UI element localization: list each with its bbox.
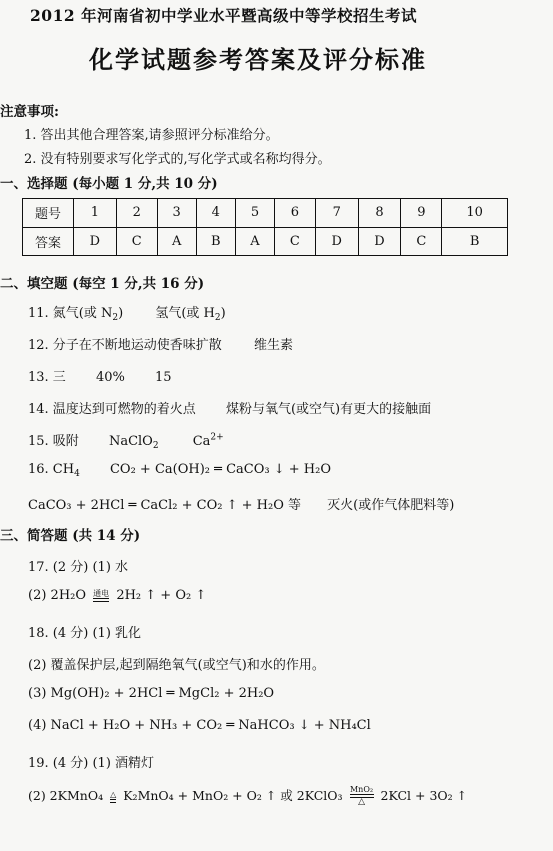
answer-17-2 — [28, 588, 206, 603]
note-item-2: 2. 没有特别要求写化学式的,写化学式或名称均得分。 — [24, 152, 331, 167]
answer-14-b: 煤粉与氧气(或空气)有更大的接触面 — [225, 402, 432, 417]
heat-symbol: △ — [110, 789, 117, 799]
answer-17-1: 17. (2 分) (1) 水 — [28, 560, 129, 575]
table-cell: C — [401, 227, 442, 256]
table-cell: 9 — [401, 199, 442, 228]
answer-17-2-left: (2) 2H₂O — [28, 588, 87, 603]
superscript: 2+ — [210, 432, 224, 443]
answer-16-equation-2: CaCO₃ + 2HCl ═ CaCl₂ + CO₂ ↑ + H₂O 等 — [28, 498, 301, 513]
note-item-1: 1. 答出其他合理答案,请参照评分标准给分。 — [24, 128, 279, 143]
answer-12-a: 12. 分子在不断地运动使香味扩散 — [28, 338, 222, 353]
answer-18-1: 18. (4 分) (1) 乳化 — [28, 626, 142, 641]
table-cell: 4 — [196, 199, 235, 228]
subscript: 2 — [152, 441, 159, 451]
table-cell: 7 — [315, 199, 358, 228]
table-header-number: 题号 — [23, 199, 74, 228]
answer-15 — [28, 430, 224, 451]
subscript: 2 — [214, 313, 221, 323]
table-cell: 2 — [116, 199, 157, 228]
table-cell: 8 — [358, 199, 401, 228]
answer-19-2-left: (2) 2KMnO₄ — [28, 788, 104, 803]
answer-13-c: 15 — [155, 370, 172, 385]
answer-15-b: NaClO — [108, 434, 153, 449]
heat-symbol: △ — [358, 797, 365, 807]
answer-12-b: 维生素 — [253, 338, 293, 353]
answer-19-1: 19. (4 分) (1) 酒精灯 — [28, 756, 155, 771]
reaction-condition — [350, 786, 374, 807]
answer-19-2 — [28, 786, 467, 807]
table-cell: D — [358, 227, 401, 256]
answer-13 — [28, 366, 172, 385]
answer-11-a: 11. 氮气(或 N — [28, 306, 113, 321]
table-cell: A — [157, 227, 196, 256]
answer-16 — [28, 462, 331, 479]
answer-16-c: 灭火(或作气体肥料等) — [327, 498, 455, 513]
table-cell: A — [236, 227, 275, 256]
answer-16-a: 16. CH — [28, 462, 75, 477]
answer-16-line2 — [28, 494, 454, 513]
answer-11 — [28, 302, 226, 323]
paren: ) — [220, 306, 226, 321]
notes-heading: 注意事项: — [0, 104, 59, 120]
answer-14 — [28, 398, 431, 417]
table-cell: D — [74, 227, 117, 256]
answer-table — [22, 198, 508, 256]
table-header-answer: 答案 — [23, 227, 74, 256]
table-cell: C — [274, 227, 315, 256]
table-row-numbers — [23, 199, 508, 228]
answer-16-equation-1: CO₂ + Ca(OH)₂ ═ CaCO₃ ↓ + H₂O — [109, 462, 331, 477]
answer-12 — [28, 334, 293, 353]
reaction-condition — [93, 590, 109, 602]
answer-15-c: Ca — [192, 434, 211, 449]
answer-19-2-middle: K₂MnO₄ + MnO₂ + O₂ ↑ 或 2KClO₃ — [123, 788, 343, 803]
subscript: 2 — [112, 313, 119, 323]
table-row-answers — [23, 227, 508, 256]
answer-19-2-right: 2KCl + 3O₂ ↑ — [380, 788, 468, 803]
answer-18-2: (2) 覆盖保护层,起到隔绝氧气(或空气)和水的作用。 — [28, 658, 325, 673]
subscript: 4 — [74, 469, 80, 479]
table-cell: 10 — [442, 199, 508, 228]
equals-bar — [93, 598, 109, 602]
section1-heading: 一、选择题 (每小题 1 分,共 10 分) — [0, 176, 218, 192]
answer-11-b: 氢气(或 H — [155, 306, 215, 321]
table-cell: 5 — [236, 199, 275, 228]
document-title: 化学试题参考答案及评分标准 — [89, 45, 427, 74]
paren: ) — [118, 306, 124, 321]
answer-14-a: 14. 温度达到可燃物的着火点 — [28, 402, 196, 417]
table-cell: 1 — [74, 199, 117, 228]
table-cell: 3 — [157, 199, 196, 228]
answer-18-3: (3) Mg(OH)₂ + 2HCl ═ MgCl₂ + 2H₂O — [28, 686, 275, 701]
table-cell: B — [442, 227, 508, 256]
section2-heading: 二、填空题 (每空 1 分,共 16 分) — [0, 276, 205, 292]
reaction-condition — [110, 791, 116, 803]
section3-heading: 三、简答题 (共 14 分) — [0, 528, 141, 544]
exam-title: 2012 年河南省初中学业水平暨高级中等学校招生考试 — [30, 6, 418, 25]
answer-15-a: 15. 吸附 — [28, 434, 79, 449]
table-cell: 6 — [274, 199, 315, 228]
table-cell: D — [315, 227, 358, 256]
catalyst-label: MnO₂ — [349, 785, 374, 794]
answer-17-2-right: 2H₂ ↑ + O₂ ↑ — [116, 588, 207, 603]
equals-bar — [110, 799, 116, 803]
answer-13-a: 13. 三 — [28, 370, 66, 385]
condition-label: 通电 — [93, 588, 110, 598]
answer-18-4: (4) NaCl + H₂O + NH₃ + CO₂ ═ NaHCO₃ ↓ + NH₄Cl — [28, 718, 371, 733]
answer-13-b: 40% — [95, 370, 125, 385]
table-cell: B — [196, 227, 235, 256]
table-cell: C — [116, 227, 157, 256]
